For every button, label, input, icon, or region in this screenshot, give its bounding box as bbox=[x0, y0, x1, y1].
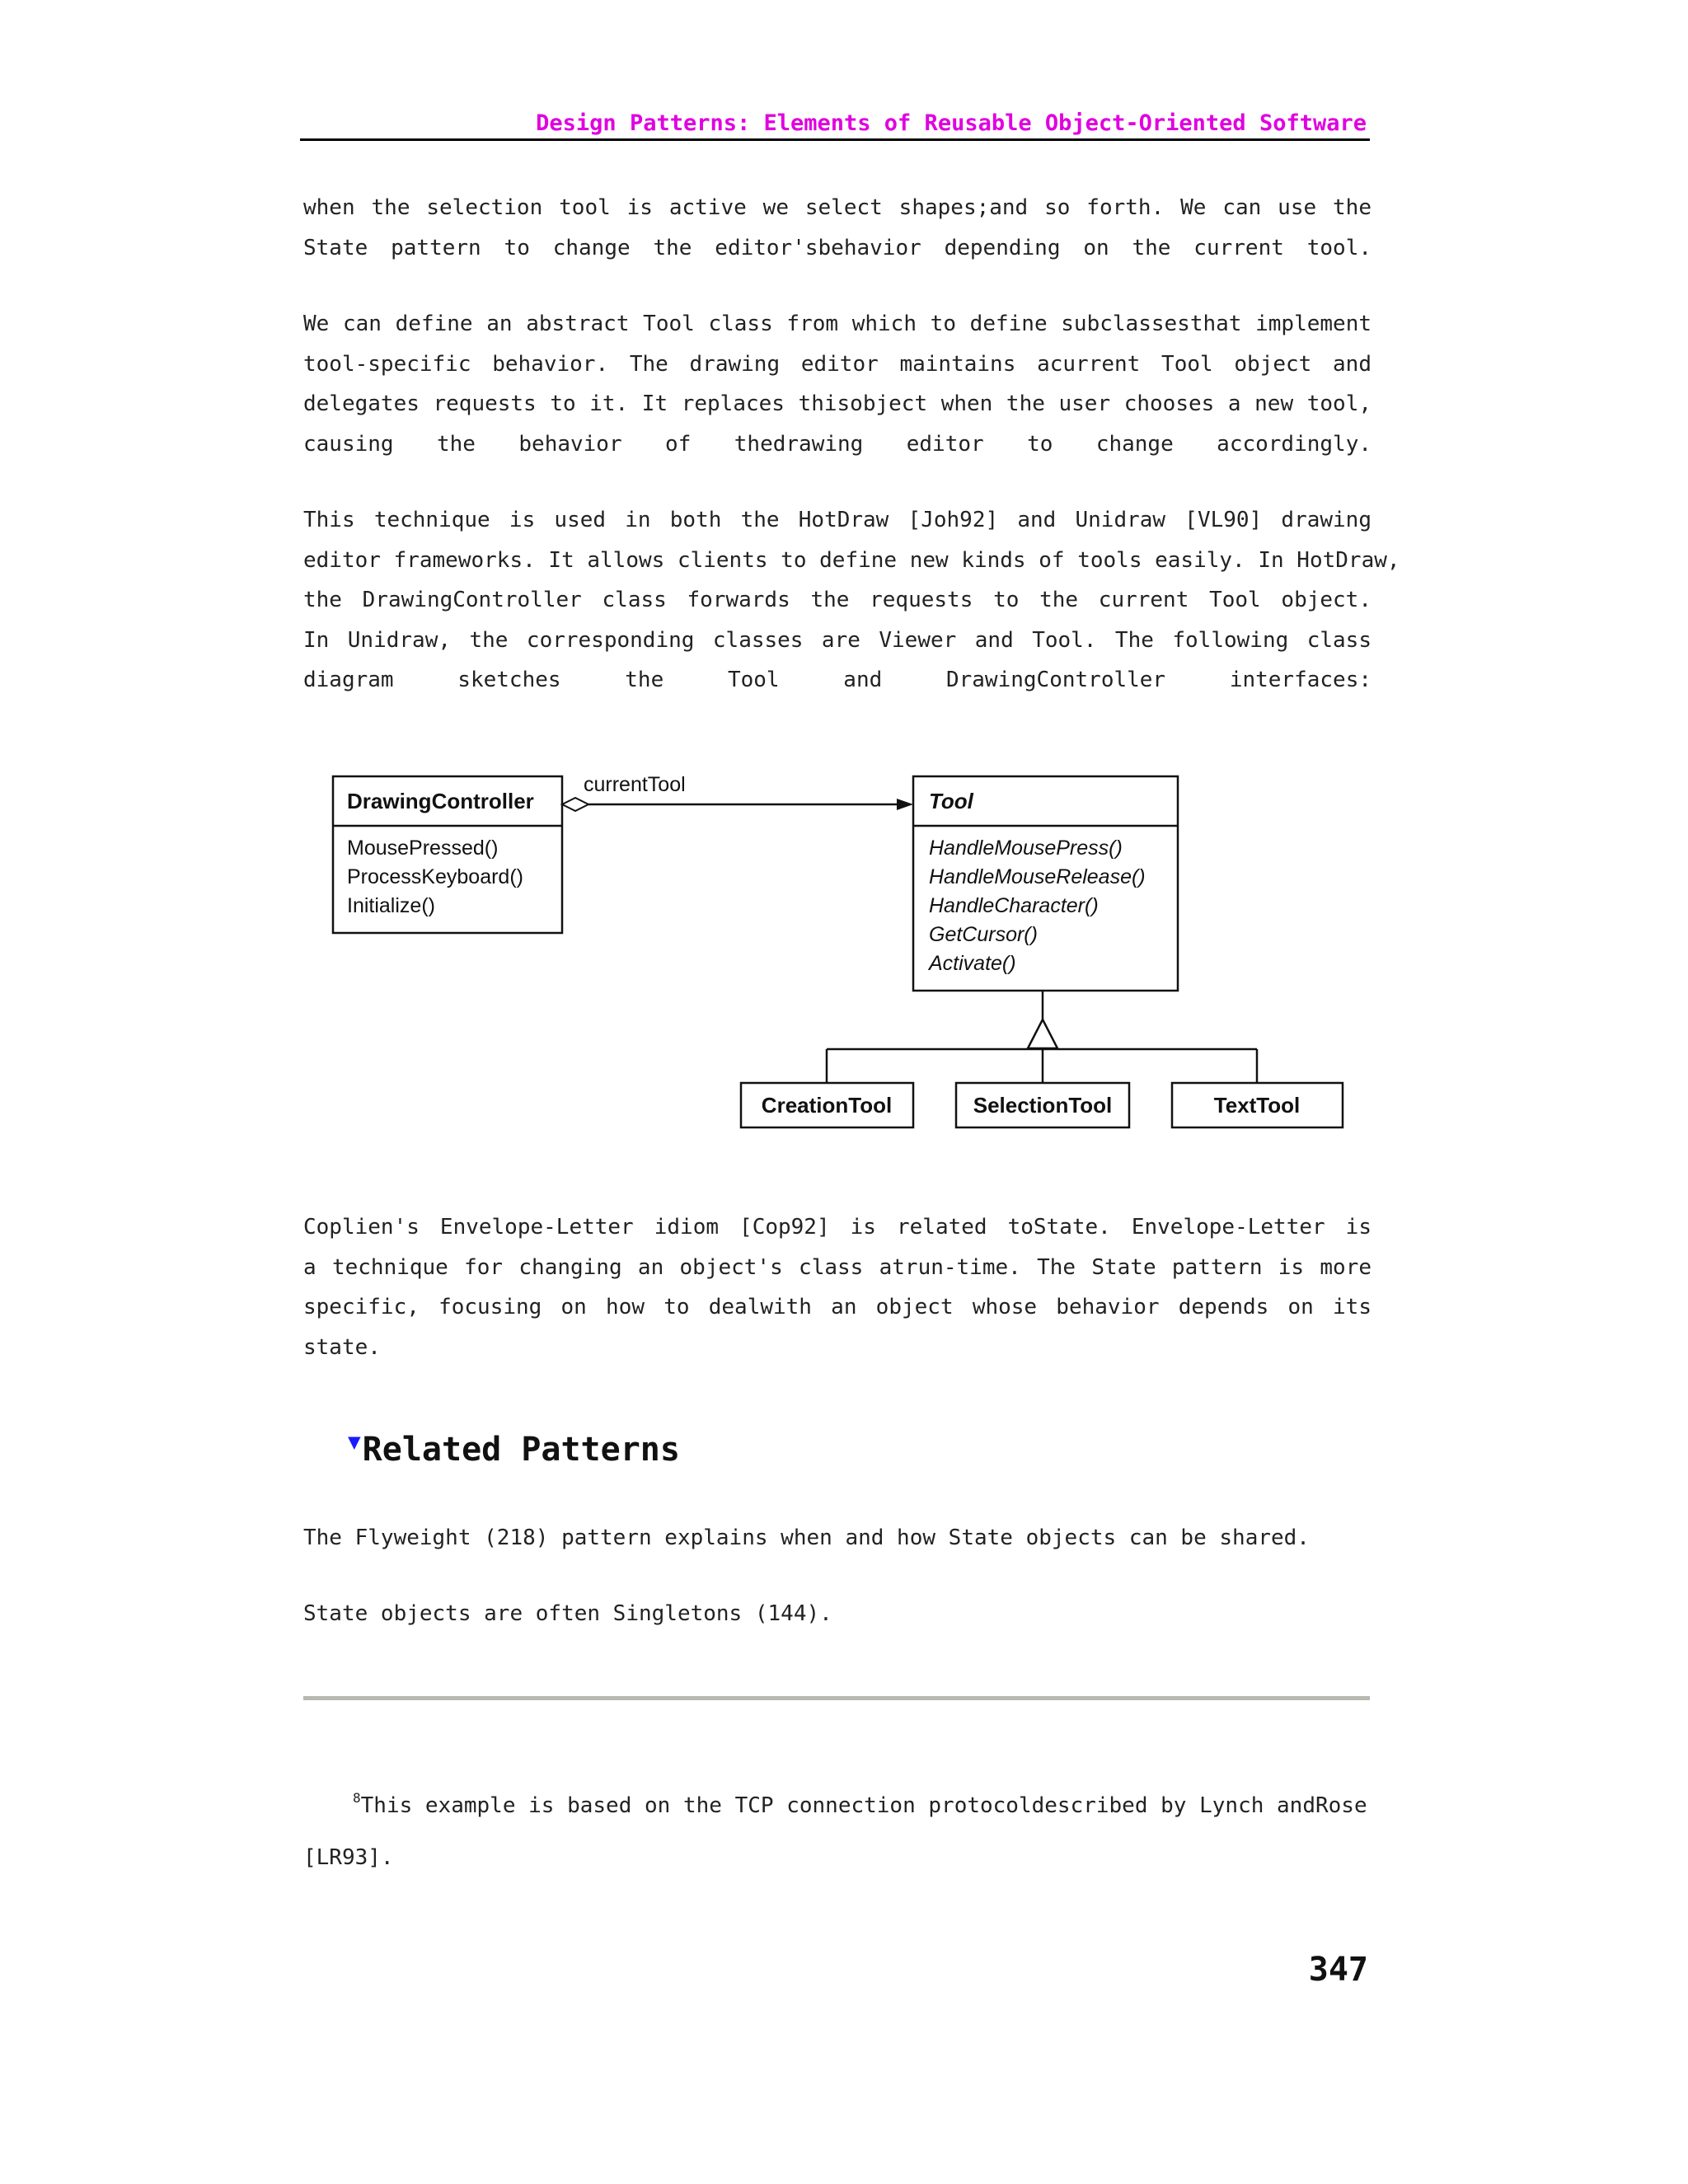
text-line: the DrawingController class forwards the requests to the current Tool object. bbox=[303, 588, 1372, 612]
texttool-class-name: TextTool bbox=[1213, 1093, 1301, 1118]
footnote-marker: 8 bbox=[353, 1790, 361, 1806]
running-header: Design Patterns: Elements of Reusable Object-Oriented Software bbox=[536, 110, 1367, 136]
text-line: causing the behavior of thedrawing editor to change accordingly. bbox=[303, 431, 1372, 457]
aggregation-diamond bbox=[562, 798, 588, 811]
footnote-continuation: [LR93]. bbox=[303, 1845, 394, 1870]
method-getcursor: GetCursor() bbox=[929, 923, 1038, 946]
drawingcontroller-class-name: DrawingController bbox=[347, 789, 534, 813]
association-label: currentTool bbox=[584, 773, 686, 796]
text-line: This technique is used in both the HotDraw [Joh92] and Unidraw [VL90] drawing bbox=[303, 508, 1372, 532]
text-line: Coplien's Envelope-Letter idiom [Cop92] is related toState. Envelope-Letter is bbox=[303, 1215, 1372, 1240]
related-patterns-heading bbox=[348, 1419, 680, 1473]
method-mousepressed: MousePressed() bbox=[347, 837, 499, 860]
selectiontool-class-name: SelectionTool bbox=[973, 1093, 1113, 1118]
method-initialize: Initialize() bbox=[347, 894, 435, 917]
association-arrowhead bbox=[897, 799, 913, 810]
text-line: State pattern to change the editor'sbehavior depending on the current tool. bbox=[303, 235, 1372, 260]
related-flyweight: The Flyweight (218) pattern explains when and how State objects can be shared. bbox=[303, 1526, 1310, 1550]
paragraph-envelope-letter bbox=[303, 1207, 1372, 1367]
method-handlemousepress: HandleMousePress() bbox=[929, 837, 1123, 860]
triangle-down-icon[interactable]: ▼ bbox=[348, 1430, 361, 1455]
text-line: In Unidraw, the corresponding classes are Viewer and Tool. The following class bbox=[303, 627, 1372, 653]
heading-text: Related Patterns bbox=[362, 1431, 680, 1469]
text-line: delegates requests to it. It replaces thisobject when the user chooses a new tool, bbox=[303, 391, 1372, 416]
creationtool-class-name: CreationTool bbox=[761, 1093, 893, 1118]
method-processkeyboard: ProcessKeyboard() bbox=[347, 865, 523, 888]
tool-class-name: Tool bbox=[929, 789, 973, 813]
footnote bbox=[353, 1782, 1372, 1822]
method-activate: Activate() bbox=[929, 952, 1016, 975]
section-divider bbox=[303, 1696, 1370, 1700]
text-line: a technique for changing an object's class atrun-time. The State pattern is more bbox=[303, 1254, 1372, 1280]
text-line: We can define an abstract Tool class from which to define subclassesthat implement bbox=[303, 312, 1372, 336]
text-line: state. bbox=[303, 1334, 381, 1360]
text-line: tool-specific behavior. The drawing editor maintains acurrent Tool object and bbox=[303, 351, 1372, 377]
text-line: when the selection tool is active we select shapes;and so forth. We can use the bbox=[303, 195, 1372, 220]
related-singleton: State objects are often Singletons (144). bbox=[303, 1601, 832, 1626]
text-line: diagram sketches the Tool and DrawingController interfaces: bbox=[303, 668, 1372, 692]
method-handlemouserelease: HandleMouseRelease() bbox=[929, 865, 1146, 888]
text-line: editor frameworks. It allows clients to define new kinds of tools easily. In HotDraw, bbox=[303, 547, 1400, 573]
inheritance-triangle bbox=[1028, 1019, 1057, 1048]
method-handlecharacter: HandleCharacter() bbox=[929, 894, 1099, 917]
text-line: specific, focusing on how to dealwith an object whose behavior depends on its bbox=[303, 1295, 1372, 1319]
page-number: 347 bbox=[1308, 1951, 1368, 1989]
footnote-text: This example is based on the TCP connection protocoldescribed by Lynch andRose bbox=[360, 1793, 1367, 1818]
